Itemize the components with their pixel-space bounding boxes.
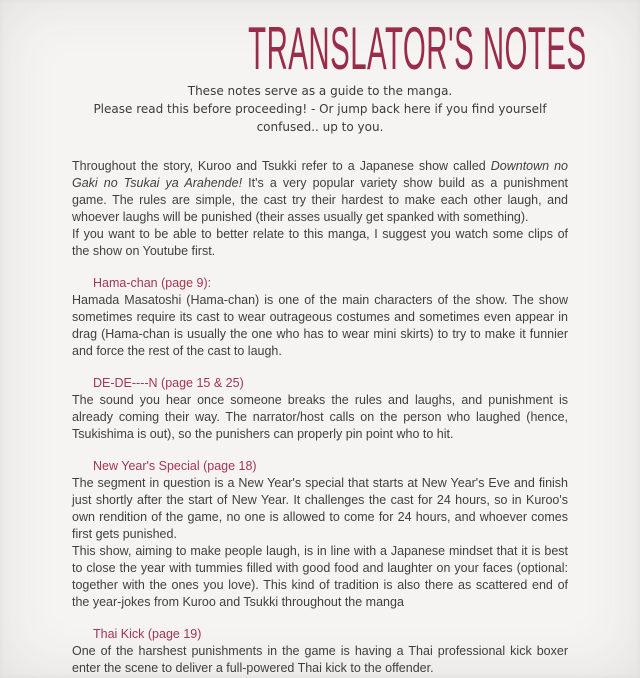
note-section-new-years-special	[72, 458, 568, 611]
intro-text-run-1: Throughout the story, Kuroo and Tsukki refer to a Japanese show called	[72, 159, 491, 173]
intro-text-run-2: It's a very popular variety show build as a punishment game. The rules are simple, the cast try their hardest to make each other laugh, and whoever laughs will be punished (their asses usually get spanked with something).	[72, 176, 568, 224]
note-section-thai-kick	[72, 626, 568, 677]
section-paragraph: The sound you hear once someone breaks the rules and laughs, and punishment is already coming their way. The narrator/host calls on the person who laughed (hence, Tsukishima is out), so the punishers can properly pin point who to hit.	[72, 393, 568, 441]
show-title-italic: Downtown no Gaki no Tsukai ya Arahende!	[72, 159, 568, 190]
subtitle-line-2: Please read this before proceeding! - Or jump back here if you find yourself confused.. up to you.	[93, 102, 547, 134]
subtitle-block	[72, 82, 568, 136]
section-heading: Thai Kick (page 19)	[93, 627, 202, 641]
section-paragraph: One of the harshest punishments in the game is having a Thai professional kick boxer enter the scene to deliver a full-powered Thai kick to the offender.	[72, 644, 568, 675]
title-block	[72, 15, 587, 82]
section-heading: DE-DE----N (page 15 & 25)	[93, 376, 244, 390]
translator-notes-page	[72, 0, 587, 677]
section-heading: New Year's Special (page 18)	[93, 459, 257, 473]
page-title: TRANSLATOR'S NOTES	[248, 15, 587, 82]
notes-content	[72, 158, 568, 677]
section-paragraph: This show, aiming to make people laugh, is in line with a Japanese mindset that it is best to close the year with tummies filled with good food and laughter on your faces (optional: together with the ones you love). This kind of tradition is also there as scattered end of the year-jokes from Kuroo and Tsukki throughout the manga	[72, 544, 568, 609]
section-paragraph: The segment in question is a New Year's special that starts at New Year's Eve and finish just shortly after the start of New Year. It challenges the cast for 24 hours, so in Kuroo's own rendition of the game, no one is allowed to come for 24 hours, and whoever comes first gets punished.	[72, 476, 568, 541]
section-heading: Hama-chan (page 9):	[93, 276, 212, 290]
intro-paragraph-2: If you want to be able to better relate to this manga, I suggest you watch some clips of the show on Youtube first.	[72, 227, 568, 258]
note-section-hama-chan	[72, 275, 568, 360]
section-paragraph: Hamada Masatoshi (Hama-chan) is one of the main characters of the show. The show sometimes require its cast to wear outrageous costumes and sometimes even appear in drag (Hama-chan is usually the one who has to wear mini skirts) to try to make it funnier and force the rest of the cast to laugh.	[72, 293, 568, 358]
note-section-de-de-n	[72, 375, 568, 443]
subtitle-line-1: These notes serve as a guide to the manga.	[187, 84, 453, 98]
intro-paragraph	[72, 158, 568, 226]
